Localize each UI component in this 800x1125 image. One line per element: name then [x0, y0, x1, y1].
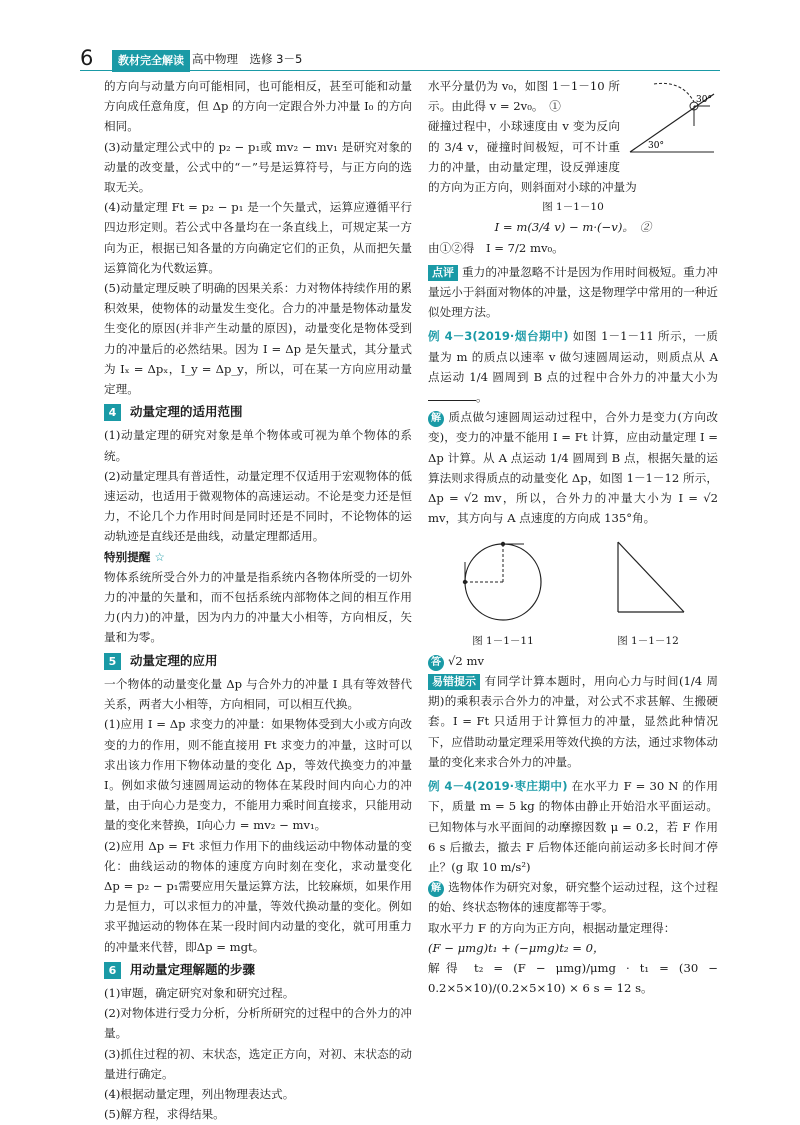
fig12-caption: 图 1－1－12: [617, 634, 679, 647]
step-item: (2)对物体进行受力分析，分析所研究的过程中的合外力的冲量。: [104, 1006, 412, 1041]
solution-tag: 解: [428, 881, 444, 897]
step-item: (4)根据动量定理，列出物理表达式。: [104, 1086, 295, 1101]
solution-4-4: [428, 877, 718, 917]
paragraph: 水平分量仍为 v₀，如图 1－1－10 所示。由此得 v = 2v₀。 ①: [428, 79, 620, 114]
paragraph: (1)动量定理的研究对象是单个物体或可视为单个物体的系统。: [104, 428, 412, 463]
solution-tag: 解: [428, 411, 444, 427]
solution-line: 取水平力 F 的方向为正方向，根据动量定理得：: [428, 920, 676, 935]
answer-tag: 答: [428, 655, 444, 671]
paragraph: (3)动量定理公式中的 p₂ − p₁或 mv₂ − mv₁ 是研究对象的动量的改变量，公式中的“－”号是运算符号，与正方向的选取无关。: [104, 139, 412, 195]
fig11-caption: 图 1－1－11: [472, 634, 534, 647]
section-number: 4: [104, 404, 121, 421]
step-item: (3)抓住过程的初、末状态，选定正方向，对初、末状态的动量进行确定。: [104, 1046, 412, 1081]
header-rule: [80, 70, 720, 71]
warning-block: [428, 671, 718, 772]
solution-result: 解得 t₂ = (F − μmg)/μmg · t₁ = (30 − 0.2×5×10)/(0.2×5×10) × 6 s = 12 s。: [428, 960, 718, 996]
comment-text: 重力的冲量忽略不计是因为作用时间极短。重力冲量远小于斜面对物体的冲量，这是物理学中常用的一种近似处理方法。: [428, 264, 718, 320]
comment-tag: 点评: [428, 265, 458, 281]
figure-1-1-12: [598, 532, 698, 650]
figure-1-1-11: [448, 532, 558, 650]
warning-tag: 易错提示: [428, 674, 480, 690]
paragraph: 的方向与动量方向可能相同，也可能相反，甚至可能和动量方向成任意角度，但 Δp 的方向一定跟合外力冲量 I₀ 的方向相同。: [104, 79, 412, 134]
subject-label: 高中物理 选修 3－5: [192, 52, 303, 66]
example-label: 例 4－3(2019·烟台期中): [428, 329, 569, 344]
section-title: 动量定理的应用: [130, 652, 218, 668]
equation-2: I = m(3/4 v) − m·(−v)。 ②: [494, 220, 652, 235]
example-text: 在水平力 F = 30 N 的作用下，质量 m = 5 kg 的物体由静止开始沿水平面运动。已知物体与水平面间的动摩擦因数 μ = 0.2，若 F 作用 6 s 后撤去，撤去 F 后物体还能向前运动多长时间才停止？(g 取 10 m/s²): [428, 779, 718, 874]
section-heading-5: [104, 651, 412, 671]
section-title: 动量定理的适用范围: [130, 404, 243, 420]
step-item: (5)解方程，求得结果。: [104, 1107, 225, 1122]
example-4-3: [428, 326, 718, 407]
left-column: [104, 76, 412, 1124]
solution-text: 选物体作为研究对象，研究整个运动过程，这个过程的始、终状态物体的速度都等于零。: [428, 880, 718, 915]
answer-text: √2 mv: [448, 653, 484, 668]
section-heading-6: [104, 960, 412, 980]
tip-text: 物体系统所受合外力的冲量是指系统内各物体所受的一切外力的冲量的矢量和，而不包括系统内部物体之间的相互作用力(内力)的冲量，因为内力的冲量大小相等，方向相反，矢量和为零。: [104, 569, 412, 645]
right-column: [428, 76, 718, 998]
triangle-figure: [598, 532, 698, 624]
example-label: 例 4－4(2019·枣庄期中): [428, 779, 568, 794]
answer-blank: [428, 388, 476, 401]
section-title: 用动量定理解题的步骤: [130, 961, 256, 977]
book-badge: 教材完全解读: [112, 50, 190, 72]
answer-4-3: [428, 651, 718, 671]
paragraph: 碰撞过程中，小球速度由 v 变为反向的 3/4 v，碰撞时间极短，可不计重力的冲量，由动量定理，设反弹速度的方向为正方向，则斜面对小球的冲量为: [428, 119, 637, 195]
page-number: 6: [80, 46, 94, 70]
tip-title: 特别提醒: [104, 549, 151, 564]
paragraph: (4)动量定理 Ft = p₂ − p₁ 是一个矢量式，运算应遵循平行四边形定则。若公式中各量均在一条直线上，可规定某一方向为正，根据已知各量的方向确定它们的正负，从而把矢量运算简化为代数运算。: [104, 200, 412, 275]
star-icon: ☆: [154, 549, 165, 564]
solution-equation: (F − μmg)t₁ + (−μmg)t₂ = 0，: [428, 940, 605, 955]
section-number: 6: [104, 962, 121, 979]
paragraph: (2)应用 Δp = Ft 求恒力作用下的曲线运动中物体动量的变化：曲线运动的物体的速度方向时刻在变化，求动量变化 Δp = p₂ − p₁需要应用矢量运算方法，比较麻烦，如果作用力是恒力，可以求恒力的冲量，等效代换动量的变化。例如求平抛运动的物体在某一段时间内动量的变化，就可用重力的冲量来代替，即Δp = mgt。: [104, 838, 412, 954]
equation-3: 由①②得 I = 7/2 mv₀。: [428, 240, 564, 255]
paragraph: 一个物体的动量变化量 Δp 与合外力的冲量 I 具有等效替代关系，两者大小相等，方向相同，可以相互代换。: [104, 676, 412, 712]
example-4-4: [428, 776, 718, 877]
sentence-end: 。: [476, 390, 488, 405]
warning-text: 有同学计算本题时，用向心力与时间(1/4 周期)的乘积表示合外力的冲量，对公式不求甚解、生搬硬套。I = Ft 只适用于计算恒力的冲量，显然此种情况下，应借助动量定理采用等效代换的方法，通过求物体动量的变化来求合外力的冲量。: [428, 674, 718, 769]
fig10-angle-bottom: 30°: [648, 141, 664, 151]
step-item: (1)审题，确定研究对象和研究过程。: [104, 985, 295, 1000]
example-text: 如图 1－1－11 所示，一质量为 m 的质点以速率 v 做匀速圆周运动，则质点从 A 点运动 1/4 圆周到 B 点的过程中合外力的冲量大小为: [428, 329, 718, 384]
section-heading-4: [104, 402, 412, 422]
paragraph: (5)动量定理反映了明确的因果关系：力对物体持续作用的累积效果，使物体的动量发生变化。合力的冲量是物体动量发生变化的原因(并非产生动量的原因)，动量变化是物体受到力的冲量后的必然结果。因为 I = Δp 是矢量式，其分量式为 Iₓ = Δpₓ，I_y = Δp_y，所以，可在某一方向应用动量定理。: [104, 281, 412, 397]
circle-figure: [448, 532, 558, 624]
paragraph: (2)动量定理具有普适性，动量定理不仅适用于宏观物体的低速运动，也适用于微观物体的高速运动。不论是变力还是恒力，不论几个力作用时间是同时还是不同时，不论物体的运动轨迹是直线还是曲线，动量定理都适用。: [104, 468, 412, 544]
paragraph: (1)应用 I = Δp 求变力的冲量：如果物体受到大小或方向改变的力的作用，则不能直接用 Ft 求变力的冲量，这时可以求出该力作用下物体动量的变化 Δp，等效代换变力的冲量 I。例如求做匀速圆周运动的物体在某段时间内向心力的冲量，由于向心力是变力，不能用力乘时间直接求，只能用动量的变化来替换，I向心力 = mv₂ − mv₁。: [104, 717, 412, 833]
comment-block: [428, 262, 718, 323]
fig10-block: [428, 76, 718, 217]
section-number: 5: [104, 653, 121, 670]
figure-1-1-10: [626, 76, 718, 164]
page-header: [80, 46, 730, 70]
fig10-caption: 图 1－1－10: [542, 201, 604, 214]
solution-4-3: [428, 407, 718, 528]
solution-text: 质点做匀速圆周运动过程中，合外力是变力(方向改变)，变力的冲量不能用 I = Ft 计算，应由动量定理 I = Δp 计算。从 A 点运动 1/4 圆周到 B 点，根据矢量的运算法则求得质点的动量变化 Δp，如图 1－1－12 所示，Δp = √2 mv，所以，合外力的冲量大小为 I = √2 mv，其方向与 A 点速度的方向成 135°角。: [428, 410, 718, 526]
fig10-angle-top: 30°: [696, 95, 712, 105]
tip-heading: [104, 547, 412, 567]
figures-row: [428, 532, 718, 650]
